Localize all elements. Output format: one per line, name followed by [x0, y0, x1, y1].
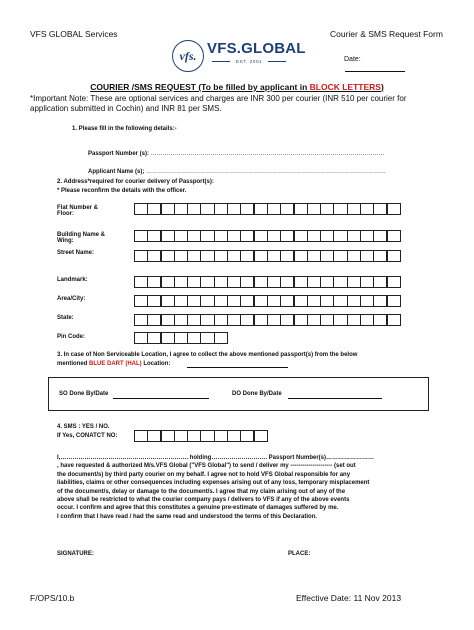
logo-name: VFS.GLOBAL — [207, 40, 306, 57]
letter-box[interactable] — [320, 314, 334, 326]
letter-box[interactable] — [280, 314, 294, 326]
letter-box[interactable] — [294, 314, 308, 326]
letter-box[interactable] — [360, 203, 374, 215]
letter-box[interactable] — [227, 430, 241, 442]
section1-heading: 1. Please fill in the following details:- — [72, 126, 177, 132]
letter-box[interactable] — [307, 314, 321, 326]
letter-box[interactable] — [254, 430, 268, 442]
logo-divider — [212, 61, 230, 62]
so-done-field[interactable] — [113, 398, 209, 399]
flat-number-label: Flat Number & Floor: — [57, 205, 99, 217]
letter-box[interactable] — [227, 203, 241, 215]
letter-box[interactable] — [227, 276, 241, 288]
letter-box[interactable] — [174, 230, 188, 242]
letter-box[interactable] — [387, 250, 401, 262]
letter-box[interactable] — [240, 203, 254, 215]
letter-box[interactable] — [161, 203, 175, 215]
letter-box[interactable] — [333, 295, 347, 307]
letter-box[interactable] — [294, 276, 308, 288]
letter-box[interactable] — [147, 295, 161, 307]
letter-box[interactable] — [214, 295, 228, 307]
letter-box[interactable] — [294, 295, 308, 307]
letter-box[interactable] — [214, 430, 228, 442]
state-label: State: — [57, 315, 74, 321]
vfs-logo-icon: vfs. — [172, 40, 204, 72]
letter-box[interactable] — [347, 230, 361, 242]
letter-box[interactable] — [320, 203, 334, 215]
letter-box[interactable] — [387, 203, 401, 215]
landmark-label: Landmark: — [57, 277, 88, 283]
letter-box[interactable] — [373, 314, 387, 326]
letter-box[interactable] — [280, 250, 294, 262]
letter-box[interactable] — [267, 230, 281, 242]
letter-box[interactable] — [254, 276, 268, 288]
pin-code-label: Pin Code: — [57, 334, 85, 340]
section3-location: mentioned BLUE DART (HAL) Location: — [57, 361, 171, 367]
letter-box[interactable] — [333, 314, 347, 326]
state-boxes[interactable] — [134, 314, 400, 326]
letter-box[interactable] — [373, 276, 387, 288]
letter-box[interactable] — [267, 295, 281, 307]
letter-box[interactable] — [347, 295, 361, 307]
letter-box[interactable] — [254, 250, 268, 262]
letter-box[interactable] — [200, 250, 214, 262]
letter-box[interactable] — [187, 276, 201, 288]
letter-box[interactable] — [134, 230, 148, 242]
letter-box[interactable] — [147, 430, 161, 442]
letter-box[interactable] — [200, 314, 214, 326]
letter-box[interactable] — [387, 276, 401, 288]
letter-box[interactable] — [187, 332, 201, 344]
logo-est: EST. 2001 — [236, 59, 263, 64]
so-done-label: SO Done By/Date — [59, 391, 109, 397]
letter-box[interactable] — [267, 276, 281, 288]
letter-box[interactable] — [280, 276, 294, 288]
header-right: Courier & SMS Request Form — [330, 29, 443, 39]
letter-box[interactable] — [333, 230, 347, 242]
street-name-label: Street Name: — [57, 250, 95, 256]
letter-box[interactable] — [200, 230, 214, 242]
letter-box[interactable] — [254, 314, 268, 326]
letter-box[interactable] — [387, 295, 401, 307]
letter-box[interactable] — [307, 203, 321, 215]
letter-box[interactable] — [240, 295, 254, 307]
sms-label: 4. SMS : YES / NO. — [57, 424, 110, 430]
letter-box[interactable] — [320, 276, 334, 288]
letter-box[interactable] — [307, 250, 321, 262]
letter-box[interactable] — [240, 230, 254, 242]
letter-box[interactable] — [267, 203, 281, 215]
letter-box[interactable] — [214, 250, 228, 262]
signature-label: SIGNATURE: — [57, 551, 94, 557]
letter-box[interactable] — [200, 276, 214, 288]
letter-box[interactable] — [373, 250, 387, 262]
letter-box[interactable] — [134, 295, 148, 307]
letter-box[interactable] — [214, 230, 228, 242]
effective-date: Effective Date: 11 Nov 2013 — [296, 593, 402, 603]
letter-box[interactable] — [307, 230, 321, 242]
letter-box[interactable] — [214, 332, 228, 344]
letter-box[interactable] — [174, 332, 188, 344]
letter-box[interactable] — [307, 276, 321, 288]
letter-box[interactable] — [147, 250, 161, 262]
letter-box[interactable] — [280, 230, 294, 242]
letter-box[interactable] — [240, 314, 254, 326]
letter-box[interactable] — [387, 314, 401, 326]
form-code: F/OPS/10.b — [30, 593, 75, 603]
letter-box[interactable] — [254, 295, 268, 307]
letter-box[interactable] — [187, 314, 201, 326]
form-title: COURIER /SMS REQUEST (To be filled by applicant in BLOCK LETTERS) — [90, 82, 384, 92]
letter-box[interactable] — [227, 250, 241, 262]
letter-box[interactable] — [320, 250, 334, 262]
letter-box[interactable] — [333, 276, 347, 288]
letter-box[interactable] — [373, 203, 387, 215]
applicant-name-field[interactable]: Applicant Name (s); ………………………………………………………………………………………………………… — [88, 169, 387, 175]
letter-box[interactable] — [174, 250, 188, 262]
location-field[interactable] — [187, 367, 288, 368]
letter-box[interactable] — [187, 295, 201, 307]
letter-box[interactable] — [161, 295, 175, 307]
flat-number-boxes[interactable] — [134, 203, 400, 215]
area-city-label: Area/City: — [57, 296, 86, 302]
letter-box[interactable] — [174, 314, 188, 326]
letter-box[interactable] — [187, 230, 201, 242]
letter-box[interactable] — [187, 430, 201, 442]
letter-box[interactable] — [161, 250, 175, 262]
declaration: I,………………………………………………………. holding………………………. Passport Number(s)…………………… , have requested & authorized M/s.VFS Global ("VFS Global") to send / deliver my --------------------- (set out the document/s) by third party courier on my behalf. I agree not to hold VFS Global responsible for any liabilities, claims or other consequences including expenses arising out of any loss, temporary misplacement of the document/s, delay or damage to the document/s. I agree that my claim arising out of any of the above shall be restricted to what the courier company pays / delivers to VFS if any of the above events occur. I confirm and agree that this constitutes a genuine pre-estimate of damages suffered by me. I confirm that I have read / had the same read and understood the terms of this Declaration. — [57, 455, 375, 520]
letter-box[interactable] — [147, 332, 161, 344]
letter-box[interactable] — [187, 250, 201, 262]
letter-box[interactable] — [320, 230, 334, 242]
letter-box[interactable] — [387, 230, 401, 242]
important-note: *Important Note: These are optional services and charges are INR 300 per courier (INR 510 per courier for application submitted in Cochin) and INR 81 per SMS. — [30, 94, 407, 113]
letter-box[interactable] — [187, 203, 201, 215]
letter-box[interactable] — [294, 250, 308, 262]
letter-box[interactable] — [333, 203, 347, 215]
letter-box[interactable] — [200, 332, 214, 344]
letter-box[interactable] — [333, 250, 347, 262]
letter-box[interactable] — [134, 276, 148, 288]
letter-box[interactable] — [240, 430, 254, 442]
letter-box[interactable] — [254, 203, 268, 215]
letter-box[interactable] — [347, 314, 361, 326]
section2-heading: 2. Address*required for courier delivery of Passport(s): — [57, 179, 214, 185]
letter-box[interactable] — [161, 332, 175, 344]
letter-box[interactable] — [254, 230, 268, 242]
letter-box[interactable] — [360, 230, 374, 242]
letter-box[interactable] — [227, 295, 241, 307]
letter-box[interactable] — [161, 276, 175, 288]
letter-box[interactable] — [174, 295, 188, 307]
letter-box[interactable] — [174, 430, 188, 442]
letter-box[interactable] — [347, 250, 361, 262]
letter-box[interactable] — [214, 276, 228, 288]
letter-box[interactable] — [307, 295, 321, 307]
letter-box[interactable] — [360, 295, 374, 307]
letter-box[interactable] — [134, 250, 148, 262]
letter-box[interactable] — [294, 203, 308, 215]
letter-box[interactable] — [174, 203, 188, 215]
letter-box[interactable] — [214, 203, 228, 215]
office-use-box — [48, 377, 429, 411]
header-left: VFS GLOBAL Services — [30, 29, 118, 39]
building-name-boxes[interactable] — [134, 230, 400, 242]
do-done-label: DO Done By/Date — [232, 391, 282, 397]
letter-box[interactable] — [373, 295, 387, 307]
letter-box[interactable] — [147, 230, 161, 242]
letter-box[interactable] — [161, 430, 175, 442]
letter-box[interactable] — [373, 230, 387, 242]
letter-box[interactable] — [161, 230, 175, 242]
pin-code-boxes[interactable] — [134, 332, 227, 344]
letter-box[interactable] — [294, 230, 308, 242]
contact-label: If Yes, CONATCT NO: — [57, 433, 118, 439]
letter-box[interactable] — [161, 314, 175, 326]
building-name-label: Building Name & Wing: — [57, 232, 106, 244]
letter-box[interactable] — [147, 314, 161, 326]
letter-box[interactable] — [227, 230, 241, 242]
letter-box[interactable] — [200, 295, 214, 307]
letter-box[interactable] — [267, 314, 281, 326]
letter-box[interactable] — [267, 250, 281, 262]
logo-divider — [268, 61, 286, 62]
letter-box[interactable] — [347, 276, 361, 288]
contact-number-boxes[interactable] — [134, 430, 267, 442]
letter-box[interactable] — [214, 314, 228, 326]
letter-box[interactable] — [280, 295, 294, 307]
street-name-boxes[interactable] — [134, 250, 400, 262]
do-done-field[interactable] — [288, 398, 382, 399]
passport-number-field[interactable]: Passport Number (s): ……………………………………………………………………………………………………… — [88, 151, 385, 157]
letter-box[interactable] — [360, 314, 374, 326]
section3-text: 3. In case of Non Serviceable Location, I agree to collect the above mentioned passport(s) from the below — [57, 352, 358, 358]
letter-box[interactable] — [147, 203, 161, 215]
letter-box[interactable] — [200, 203, 214, 215]
letter-box[interactable] — [360, 250, 374, 262]
letter-box[interactable] — [134, 430, 148, 442]
date-label: Date: — [344, 56, 361, 63]
letter-box[interactable] — [200, 430, 214, 442]
place-label: PLACE: — [288, 551, 311, 557]
letter-box[interactable] — [360, 276, 374, 288]
letter-box[interactable] — [134, 332, 148, 344]
area-city-boxes[interactable] — [134, 295, 400, 307]
letter-box[interactable] — [134, 203, 148, 215]
letter-box[interactable] — [227, 314, 241, 326]
letter-box[interactable] — [320, 295, 334, 307]
letter-box[interactable] — [240, 276, 254, 288]
date-field[interactable] — [345, 71, 405, 72]
section2-subheading: * Please reconfirm the details with the officer. — [57, 188, 187, 194]
landmark-boxes[interactable] — [134, 276, 400, 288]
letter-box[interactable] — [134, 314, 148, 326]
letter-box[interactable] — [347, 203, 361, 215]
letter-box[interactable] — [174, 276, 188, 288]
letter-box[interactable] — [280, 203, 294, 215]
letter-box[interactable] — [147, 276, 161, 288]
letter-box[interactable] — [240, 250, 254, 262]
